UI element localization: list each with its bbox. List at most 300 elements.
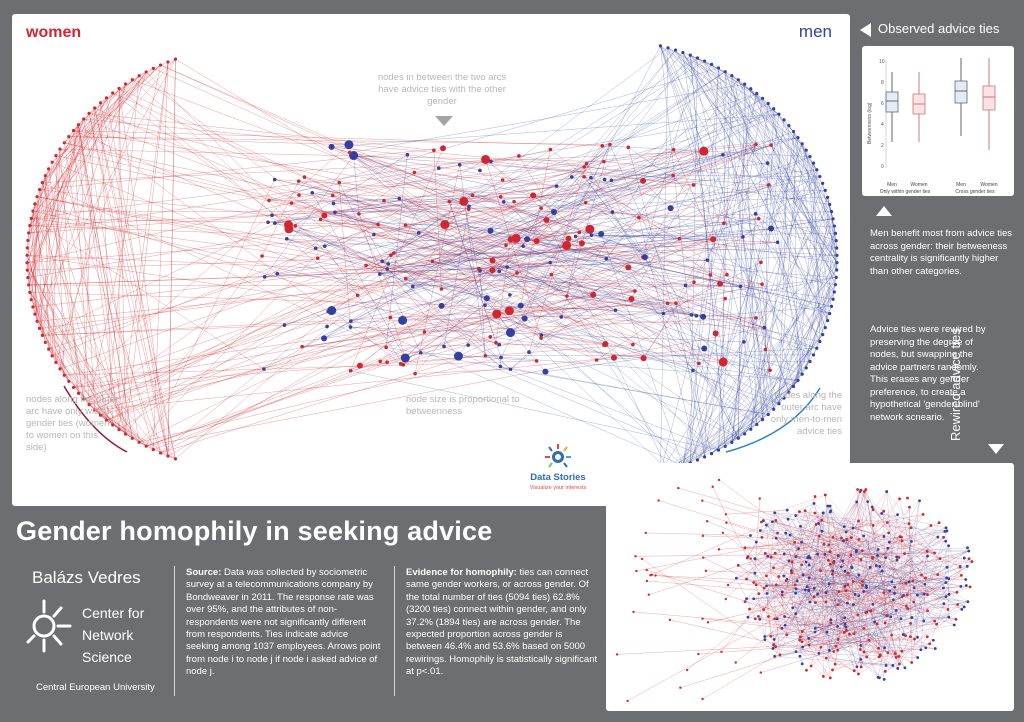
- node: [936, 573, 939, 576]
- node: [484, 295, 490, 301]
- node: [725, 273, 729, 277]
- node: [821, 182, 824, 185]
- source-label: Source:: [186, 567, 222, 578]
- node: [763, 635, 766, 638]
- edge: [387, 269, 458, 356]
- node: [625, 264, 631, 270]
- node: [885, 490, 888, 493]
- node: [389, 253, 393, 257]
- node: [818, 535, 821, 538]
- node: [827, 543, 830, 546]
- node: [357, 212, 361, 216]
- edge: [743, 177, 820, 237]
- node: [759, 261, 763, 265]
- edge: [74, 345, 633, 388]
- node: [723, 297, 727, 301]
- node: [671, 174, 675, 178]
- node: [628, 296, 634, 302]
- node: [590, 292, 596, 298]
- node: [423, 330, 427, 334]
- node: [755, 92, 758, 95]
- node: [829, 677, 832, 680]
- node: [826, 631, 829, 634]
- node: [947, 544, 950, 547]
- node: [795, 650, 798, 653]
- node: [577, 231, 581, 235]
- node: [801, 142, 804, 145]
- evidence-text: ties can connect same gender workers, or across gender. Of the total number of ties (5094 ties) 62.8% (3200 ties) connect within gender, and only 37.2% (1894 ties) are across gender. The expected proportion across gender is between 46.4% and 53.6% based on 5000 rewirings. Homophily is statistically significant at p<.01.: [406, 567, 598, 678]
- node: [742, 340, 746, 344]
- node: [703, 59, 706, 62]
- node: [749, 428, 752, 431]
- node: [841, 559, 844, 562]
- node: [880, 512, 883, 515]
- node: [966, 546, 969, 549]
- node: [484, 354, 488, 358]
- node: [28, 291, 31, 294]
- node: [26, 246, 29, 249]
- node: [885, 664, 888, 667]
- node: [859, 658, 862, 661]
- node: [799, 635, 802, 638]
- node: [847, 572, 850, 575]
- node: [965, 584, 968, 587]
- node: [766, 161, 770, 165]
- node: [855, 501, 858, 504]
- node: [896, 667, 899, 670]
- node: [794, 583, 797, 586]
- node: [884, 670, 887, 673]
- node: [933, 552, 936, 555]
- node: [861, 580, 864, 583]
- node: [333, 211, 337, 215]
- node: [131, 437, 134, 440]
- node: [364, 264, 368, 268]
- node: [845, 531, 848, 534]
- edge: [30, 88, 119, 225]
- box-label: Men: [887, 182, 897, 188]
- node: [614, 308, 618, 312]
- node: [773, 655, 776, 658]
- node: [924, 646, 927, 649]
- node: [297, 193, 301, 197]
- edge: [646, 533, 751, 536]
- edge: [332, 114, 779, 147]
- node: [709, 273, 713, 277]
- edge: [601, 219, 758, 234]
- node: [382, 199, 386, 203]
- edge: [460, 165, 480, 171]
- edge: [723, 72, 725, 362]
- node: [807, 637, 810, 640]
- node: [817, 522, 820, 525]
- node: [959, 566, 962, 569]
- node: [963, 557, 966, 560]
- node: [273, 178, 277, 182]
- node: [971, 560, 974, 563]
- node: [825, 657, 828, 660]
- node: [380, 259, 384, 263]
- node: [611, 210, 615, 214]
- node: [895, 609, 898, 612]
- node: [725, 513, 727, 515]
- y-tick: 4: [881, 122, 884, 128]
- edge: [961, 562, 972, 576]
- node: [321, 335, 327, 341]
- node: [508, 293, 512, 297]
- node: [565, 294, 569, 298]
- node: [705, 570, 707, 572]
- node: [881, 569, 884, 572]
- node: [539, 336, 543, 340]
- node: [58, 148, 61, 151]
- node: [522, 315, 528, 321]
- edge: [628, 597, 814, 701]
- node: [821, 530, 824, 533]
- node: [730, 74, 733, 77]
- node: [768, 225, 774, 231]
- node: [677, 487, 679, 489]
- node: [743, 432, 746, 435]
- node: [843, 525, 846, 528]
- y-tick: 8: [881, 80, 884, 86]
- note-node-size: node size is proportional to betweenness: [406, 394, 520, 417]
- node: [883, 646, 886, 649]
- node: [706, 258, 710, 262]
- node: [712, 486, 714, 488]
- node: [27, 231, 30, 234]
- node: [602, 160, 606, 164]
- node: [943, 530, 946, 533]
- node: [825, 601, 828, 604]
- node: [87, 112, 90, 115]
- observed-title: Observed advice ties: [878, 21, 1000, 36]
- node: [30, 298, 33, 301]
- node: [701, 345, 707, 351]
- node: [945, 576, 948, 579]
- evidence-paragraph: [406, 567, 600, 679]
- node: [910, 616, 913, 619]
- node: [798, 639, 801, 642]
- node: [793, 541, 796, 544]
- node: [834, 232, 837, 235]
- node: [608, 143, 612, 147]
- node: [868, 639, 871, 642]
- node: [840, 565, 843, 568]
- node: [41, 334, 44, 337]
- node: [290, 201, 294, 205]
- node: [501, 178, 505, 182]
- node: [38, 327, 41, 330]
- node: [829, 509, 832, 512]
- node: [757, 615, 760, 618]
- node: [833, 224, 836, 227]
- node: [862, 534, 865, 537]
- node: [695, 314, 699, 318]
- node: [627, 146, 631, 150]
- node: [772, 643, 775, 646]
- node: [31, 209, 34, 212]
- divider: [394, 566, 395, 696]
- node: [497, 343, 501, 347]
- node: [908, 522, 911, 525]
- down-triangle-icon: [435, 116, 453, 126]
- node: [877, 647, 880, 650]
- node: [785, 579, 788, 582]
- edge: [519, 114, 779, 156]
- node: [763, 587, 766, 590]
- node: [898, 663, 901, 666]
- node: [854, 593, 857, 596]
- node: [626, 700, 628, 702]
- y-tick: 10: [879, 59, 885, 65]
- node: [824, 494, 827, 497]
- node: [805, 561, 808, 564]
- node: [822, 675, 825, 678]
- node: [859, 490, 862, 493]
- edge: [738, 84, 744, 438]
- node: [891, 664, 894, 667]
- node: [331, 194, 335, 198]
- node: [582, 165, 586, 169]
- node: [432, 149, 436, 153]
- node: [478, 169, 482, 173]
- node: [755, 541, 758, 544]
- node: [539, 206, 543, 210]
- node: [54, 361, 57, 364]
- node: [25, 261, 28, 264]
- node: [936, 536, 939, 539]
- node: [518, 303, 524, 309]
- node: [684, 283, 688, 287]
- node: [690, 313, 694, 317]
- node: [111, 91, 114, 94]
- node: [948, 593, 951, 596]
- node: [933, 620, 936, 623]
- node: [886, 521, 889, 524]
- node: [863, 651, 866, 654]
- edge: [33, 307, 60, 369]
- node: [398, 316, 407, 325]
- node: [499, 356, 503, 360]
- node: [285, 237, 289, 241]
- node: [910, 526, 913, 529]
- node: [679, 687, 681, 689]
- node: [924, 583, 927, 586]
- node: [888, 541, 891, 544]
- node: [800, 541, 803, 544]
- node: [31, 305, 34, 308]
- node: [33, 202, 36, 205]
- node: [801, 662, 804, 665]
- node: [703, 455, 706, 458]
- node: [527, 350, 531, 354]
- node: [727, 584, 729, 586]
- node: [402, 363, 406, 367]
- node: [631, 343, 635, 347]
- node: [945, 595, 948, 598]
- node: [904, 634, 907, 637]
- node: [892, 598, 895, 601]
- node: [856, 488, 859, 491]
- node: [754, 212, 758, 216]
- node: [823, 543, 826, 546]
- node: [632, 611, 634, 613]
- node: [616, 653, 618, 655]
- node: [297, 179, 301, 183]
- node: [262, 367, 266, 371]
- node: [755, 583, 758, 586]
- node: [960, 574, 963, 577]
- node: [376, 223, 380, 227]
- node: [26, 239, 29, 242]
- node: [924, 577, 927, 580]
- node: [645, 532, 647, 534]
- node: [837, 554, 840, 557]
- node: [806, 585, 809, 588]
- node: [897, 556, 900, 559]
- node: [166, 60, 169, 63]
- node: [646, 569, 648, 571]
- source-text: Data was collected by sociometric survey at a telecommunications company by Bondweaver in 2011. The response rate was over 95%, and the attributes of non-respondents were not significantly different from respondents. Ties indicate advice seeking among 1037 employees. Arrows point from node i to node j if node i asked advice of node j.: [186, 567, 381, 678]
- node: [882, 591, 885, 594]
- node: [837, 638, 840, 641]
- node: [827, 505, 830, 508]
- group-label: Cross gender ties: [955, 189, 995, 195]
- node: [739, 285, 743, 289]
- node: [812, 162, 815, 165]
- node: [908, 580, 911, 583]
- node: [349, 369, 353, 373]
- node: [642, 254, 648, 260]
- node: [843, 631, 846, 634]
- node: [899, 535, 902, 538]
- node: [759, 529, 762, 532]
- node: [938, 521, 941, 524]
- node: [775, 537, 778, 540]
- node: [779, 653, 782, 656]
- node: [857, 594, 860, 597]
- node: [492, 309, 501, 318]
- data-stories-title: Data Stories: [530, 472, 586, 483]
- node: [819, 569, 822, 572]
- node: [754, 617, 757, 620]
- node: [404, 223, 408, 227]
- edge: [89, 113, 434, 150]
- node: [920, 574, 923, 577]
- node: [852, 580, 855, 583]
- node: [946, 566, 949, 569]
- node: [471, 194, 475, 198]
- node: [641, 355, 647, 361]
- edge: [37, 273, 517, 321]
- node: [610, 179, 614, 183]
- node: [926, 555, 929, 558]
- node: [901, 539, 904, 542]
- node: [830, 305, 833, 308]
- node: [776, 532, 779, 535]
- node: [828, 649, 831, 652]
- node: [749, 87, 752, 90]
- node: [898, 497, 901, 500]
- edge: [794, 248, 837, 386]
- node: [871, 506, 874, 509]
- node: [893, 586, 896, 589]
- center-line: Science: [82, 649, 132, 665]
- edge: [161, 274, 380, 453]
- node: [332, 202, 336, 206]
- node: [584, 201, 588, 205]
- node: [876, 623, 879, 626]
- node: [385, 360, 389, 364]
- node: [801, 646, 804, 649]
- node: [788, 560, 791, 563]
- node: [832, 650, 835, 653]
- node: [26, 269, 29, 272]
- node: [25, 254, 28, 257]
- node: [850, 554, 853, 557]
- node: [851, 566, 854, 569]
- node: [908, 506, 911, 509]
- node: [773, 638, 776, 641]
- node: [884, 621, 887, 624]
- node: [832, 561, 835, 564]
- edge: [69, 137, 349, 145]
- data-stories-subtitle: Visualize your interests: [529, 485, 587, 491]
- node: [797, 547, 800, 550]
- node: [263, 275, 267, 279]
- node: [634, 555, 636, 557]
- node: [505, 265, 509, 269]
- node: [789, 534, 792, 537]
- evidence-label: Evidence for homophily:: [406, 567, 517, 578]
- node: [769, 635, 772, 638]
- node: [413, 171, 417, 175]
- node: [506, 328, 515, 337]
- node: [27, 283, 30, 286]
- node: [966, 600, 969, 603]
- node: [744, 600, 747, 603]
- node: [759, 497, 761, 499]
- node: [831, 217, 834, 220]
- node: [640, 178, 646, 184]
- node: [857, 538, 860, 541]
- node: [835, 239, 838, 242]
- node: [754, 316, 758, 320]
- edge: [64, 361, 536, 375]
- node: [319, 218, 323, 222]
- node: [481, 155, 490, 164]
- edge: [168, 59, 176, 456]
- edge: [652, 520, 776, 574]
- rewired-title: Rewired advice ties: [948, 328, 963, 441]
- node: [848, 633, 851, 636]
- node: [813, 587, 816, 590]
- edge: [745, 84, 817, 170]
- node: [717, 66, 720, 69]
- node: [824, 189, 827, 192]
- node: [598, 231, 604, 237]
- node: [799, 525, 802, 528]
- node: [913, 586, 916, 589]
- node: [918, 499, 921, 502]
- node: [834, 645, 837, 648]
- node: [969, 586, 972, 589]
- node: [93, 106, 96, 109]
- node: [437, 166, 441, 170]
- node: [835, 268, 838, 271]
- observed-header: [860, 18, 1020, 40]
